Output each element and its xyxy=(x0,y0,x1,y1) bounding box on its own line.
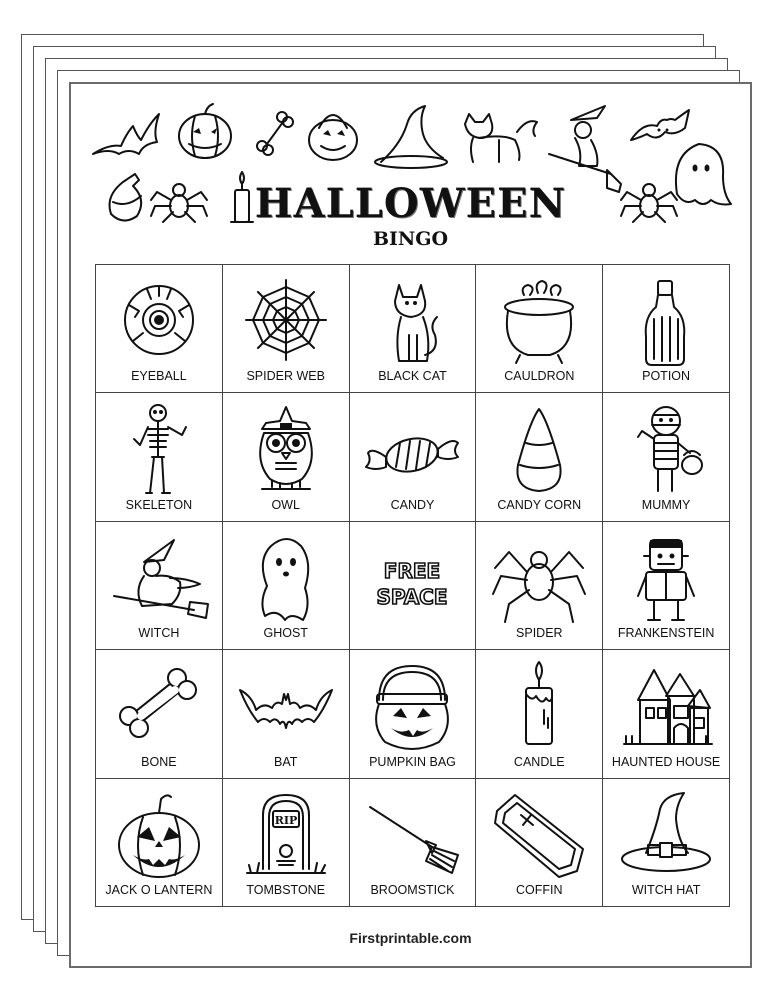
svg-text:FREE: FREE xyxy=(384,558,441,583)
page-subtitle: BINGO xyxy=(372,228,449,250)
bingo-cell[interactable] xyxy=(476,650,603,778)
header-bone-icon xyxy=(257,112,293,155)
bingo-cell[interactable] xyxy=(96,650,223,778)
cell-label: CAULDRON xyxy=(504,369,575,384)
bingo-cell[interactable] xyxy=(476,779,603,907)
candy-corn-icon xyxy=(504,403,574,499)
cell-label: EYEBALL xyxy=(131,369,187,384)
jack-o-lantern-icon xyxy=(111,789,207,883)
bingo-cell[interactable] xyxy=(223,522,350,650)
spider-icon xyxy=(489,532,589,626)
cell-label: BLACK CAT xyxy=(378,369,447,384)
bingo-cell[interactable] xyxy=(603,522,730,650)
bingo-grid xyxy=(95,264,730,907)
cell-label: CANDY xyxy=(390,497,435,512)
header-bat-icon xyxy=(93,114,159,154)
bingo-cell[interactable] xyxy=(350,650,477,778)
bingo-cell[interactable] xyxy=(96,393,223,521)
bingo-cell[interactable] xyxy=(223,393,350,521)
svg-text:RIP: RIP xyxy=(274,813,297,827)
cell-label: COFFIN xyxy=(516,882,563,897)
tombstone-icon xyxy=(241,789,331,883)
potion-icon xyxy=(636,275,696,367)
broomstick-icon xyxy=(362,789,462,883)
pumpkin-bag-icon xyxy=(367,660,457,754)
mummy-icon xyxy=(626,403,706,499)
cell-label: BAT xyxy=(274,754,298,769)
footer-website: Firstprintable.com xyxy=(349,930,472,946)
bat-icon xyxy=(236,660,336,750)
cell-label: CANDY CORN xyxy=(497,497,582,512)
frankenstein-icon xyxy=(626,532,706,626)
bingo-cell[interactable] xyxy=(223,650,350,778)
bingo-cell[interactable] xyxy=(350,393,477,521)
bone-icon xyxy=(111,660,207,750)
free-space-icon xyxy=(367,532,457,622)
spider-web-icon xyxy=(241,275,331,365)
cell-label: BONE xyxy=(141,754,177,769)
witch-icon xyxy=(104,532,214,626)
coffin-icon xyxy=(489,789,589,883)
bingo-cell[interactable] xyxy=(603,779,730,907)
cell-label: HAUNTED HOUSE xyxy=(611,754,721,769)
bingo-cell[interactable] xyxy=(96,779,223,907)
candle-icon xyxy=(514,660,564,754)
candy-icon xyxy=(364,403,460,499)
eyeball-icon xyxy=(119,275,199,365)
bingo-cell[interactable] xyxy=(223,779,350,907)
owl-icon xyxy=(246,403,326,499)
cell-label: SPIDER xyxy=(516,626,563,641)
cauldron-icon xyxy=(494,275,584,367)
bingo-cell[interactable] xyxy=(96,265,223,393)
bingo-cell[interactable] xyxy=(476,393,603,521)
black-cat-icon xyxy=(377,275,447,367)
cell-label: MUMMY xyxy=(641,497,691,512)
page-title: HALLOWEEN xyxy=(254,180,567,227)
bingo-cell[interactable] xyxy=(350,265,477,393)
bingo-cell[interactable] xyxy=(603,393,730,521)
cell-label: JACK O LANTERN xyxy=(105,882,213,897)
free-space-cell[interactable] xyxy=(350,522,477,650)
cell-label: TOMBSTONE xyxy=(246,882,326,897)
bingo-cell[interactable] xyxy=(223,265,350,393)
bingo-cell[interactable] xyxy=(476,265,603,393)
skeleton-icon xyxy=(124,403,194,499)
cell-label: FRANKENSTEIN xyxy=(617,626,715,641)
witch-hat-icon xyxy=(616,789,716,883)
header-small-bat-icon xyxy=(631,110,689,140)
ghost-icon xyxy=(251,532,321,626)
bingo-cell[interactable] xyxy=(603,265,730,393)
cell-label: CANDLE xyxy=(513,754,565,769)
header-pumpkin-bag-icon xyxy=(309,115,357,160)
bingo-card-sheet xyxy=(69,82,752,968)
svg-text:SPACE: SPACE xyxy=(376,584,449,609)
cell-label: POTION xyxy=(642,369,691,384)
cell-label: SKELETON xyxy=(125,497,193,512)
header-cat-icon xyxy=(465,114,537,162)
cell-label: WITCH HAT xyxy=(631,882,701,897)
haunted-house-icon xyxy=(618,660,714,754)
bingo-cell[interactable] xyxy=(603,650,730,778)
cell-label: GHOST xyxy=(263,626,308,641)
cell-label: OWL xyxy=(271,497,300,512)
header-witch-hat-icon xyxy=(375,106,447,168)
bingo-cell[interactable] xyxy=(350,779,477,907)
cell-label: SPIDER WEB xyxy=(246,369,325,384)
header-pumpkin-icon xyxy=(179,104,231,158)
bingo-cell[interactable] xyxy=(96,522,223,650)
cell-label: PUMPKIN BAG xyxy=(369,754,456,769)
cell-label: WITCH xyxy=(138,626,180,641)
bingo-cell[interactable] xyxy=(476,522,603,650)
cell-label: BROOMSTICK xyxy=(370,882,455,897)
